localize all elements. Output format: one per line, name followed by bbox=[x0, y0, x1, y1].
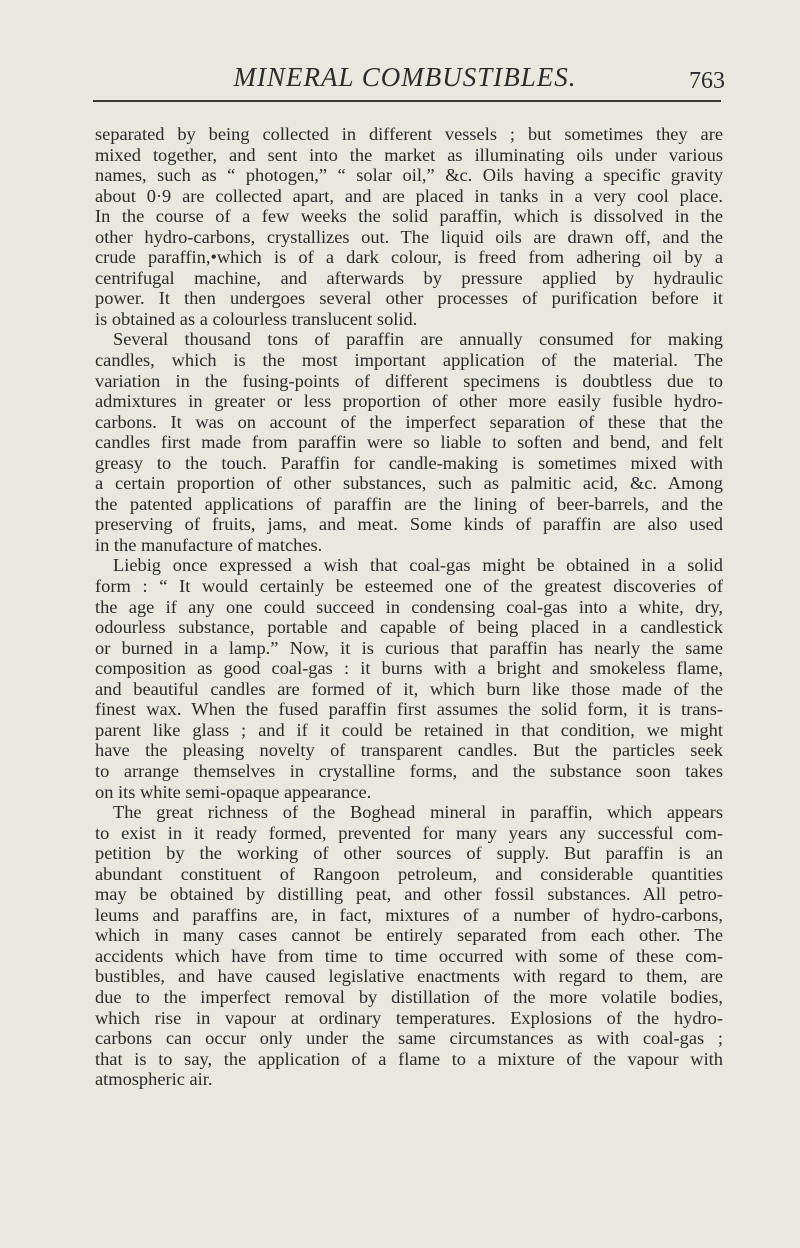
text-line: about 0·9 are collected apart, and are placed in tanks in a very cool place. bbox=[95, 185, 723, 206]
text-line: crude paraffin,•which is of a dark colour, is freed from adhering oil by a bbox=[95, 247, 723, 268]
text-line: mixed together, and sent into the market as illuminating oils under various bbox=[95, 144, 723, 165]
text-line: abundant constituent of Rangoon petroleum, and considerable quantities bbox=[95, 863, 723, 884]
text-line: due to the imperfect removal by distillation of the more volatile bodies, bbox=[95, 986, 723, 1007]
text-line: is obtained as a colourless translucent solid. bbox=[95, 308, 418, 329]
text-line: bustibles, and have caused legislative enactments with regard to them, are bbox=[95, 966, 723, 987]
text-line: on its white semi-opaque appearance. bbox=[95, 781, 372, 802]
text-line: a certain proportion of other substances, such as palmitic acid, &c. Among bbox=[95, 473, 723, 494]
text-line: variation in the fusing-points of different specimens is doubtless due to bbox=[95, 370, 723, 391]
text-line: accidents which have from time to time occurred with some of these com- bbox=[95, 945, 723, 966]
text-line: preserving of fruits, jams, and meat. Some kinds of paraffin are also used bbox=[95, 514, 723, 535]
text-line: separated by being collected in different vessels ; but sometimes they are bbox=[95, 124, 723, 144]
text-line: to arrange themselves in crystalline forms, and the substance soon takes bbox=[95, 760, 723, 781]
text-line: composition as good coal-gas : it burns with a bright and smokeless flame, bbox=[95, 658, 723, 679]
text-line: that is to say, the application of a flame to a mixture of the vapour with bbox=[95, 1048, 723, 1069]
header-rule bbox=[93, 100, 721, 102]
text-line: and beautiful candles are formed of it, which burn like those made of the bbox=[95, 678, 723, 699]
text-line: petition by the working of other sources of supply. But paraffin is an bbox=[95, 843, 723, 864]
text-line: Liebig once expressed a wish that coal-gas might be obtained in a solid bbox=[113, 555, 723, 576]
text-line: centrifugal machine, and afterwards by pressure applied by hydraulic bbox=[95, 267, 723, 288]
text-line: The great richness of the Boghead mineral in paraffin, which appears bbox=[113, 802, 723, 823]
text-line: greasy to the touch. Paraffin for candle-making is sometimes mixed with bbox=[95, 452, 723, 473]
text-line: form : “ It would certainly be esteemed one of the greatest discoveries of bbox=[95, 576, 723, 597]
text-line: In the course of a few weeks the solid paraffin, which is dissolved in the bbox=[95, 206, 723, 227]
text-line: leums and paraffins are, in fact, mixtures of a number of hydro-carbons, bbox=[95, 904, 723, 925]
text-line: to exist in it ready formed, prevented for many years any successful com- bbox=[95, 822, 723, 843]
running-title: MINERAL COMBUSTIBLES. bbox=[233, 62, 577, 92]
text-line: which rise in vapour at ordinary temperatures. Explosions of the hydro- bbox=[95, 1007, 723, 1028]
text-line: odourless substance, portable and capable of being placed in a candlestick bbox=[95, 617, 723, 638]
text-line: candles first made from paraffin were so liable to soften and bend, and felt bbox=[95, 432, 723, 453]
text-line: or burned in a lamp.” Now, it is curious that paraffin has nearly the same bbox=[95, 637, 723, 658]
text-line: Several thousand tons of paraffin are annually consumed for making bbox=[113, 329, 723, 350]
body-text bbox=[95, 124, 723, 1090]
text-line: carbons can occur only under the same circumstances as with coal-gas ; bbox=[95, 1028, 723, 1049]
text-line: may be obtained by distilling peat, and other fossil substances. All petro- bbox=[95, 884, 723, 905]
text-line: candles, which is the most important application of the material. The bbox=[95, 350, 723, 371]
text-line: finest wax. When the fused paraffin first assumes the solid form, it is trans- bbox=[95, 699, 723, 720]
running-head bbox=[95, 28, 725, 94]
text-line: carbons. It was on account of the imperfect separation of these that the bbox=[95, 411, 723, 432]
text-line: the patented applications of paraffin are the lining of beer-barrels, and the bbox=[95, 493, 723, 514]
text-line: power. It then undergoes several other processes of purification before it bbox=[95, 288, 723, 309]
text-line: in the manufacture of matches. bbox=[95, 534, 323, 555]
text-line: parent like glass ; and if it could be retained in that condition, we might bbox=[95, 719, 723, 740]
page-number: 763 bbox=[689, 68, 725, 94]
text-line: names, such as “ photogen,” “ solar oil,” &c. Oils having a specific gravity bbox=[95, 165, 723, 186]
text-line: have the pleasing novelty of transparent candles. But the particles seek bbox=[95, 740, 723, 761]
text-line: which in many cases cannot be entirely separated from each other. The bbox=[95, 925, 723, 946]
text-line: admixtures in greater or less proportion of other more easily fusible hydro- bbox=[95, 391, 723, 412]
text-line: the age if any one could succeed in condensing coal-gas into a white, dry, bbox=[95, 596, 723, 617]
text-line: other hydro-carbons, crystallizes out. The liquid oils are drawn off, and the bbox=[95, 226, 723, 247]
text-line: atmospheric air. bbox=[95, 1069, 213, 1090]
